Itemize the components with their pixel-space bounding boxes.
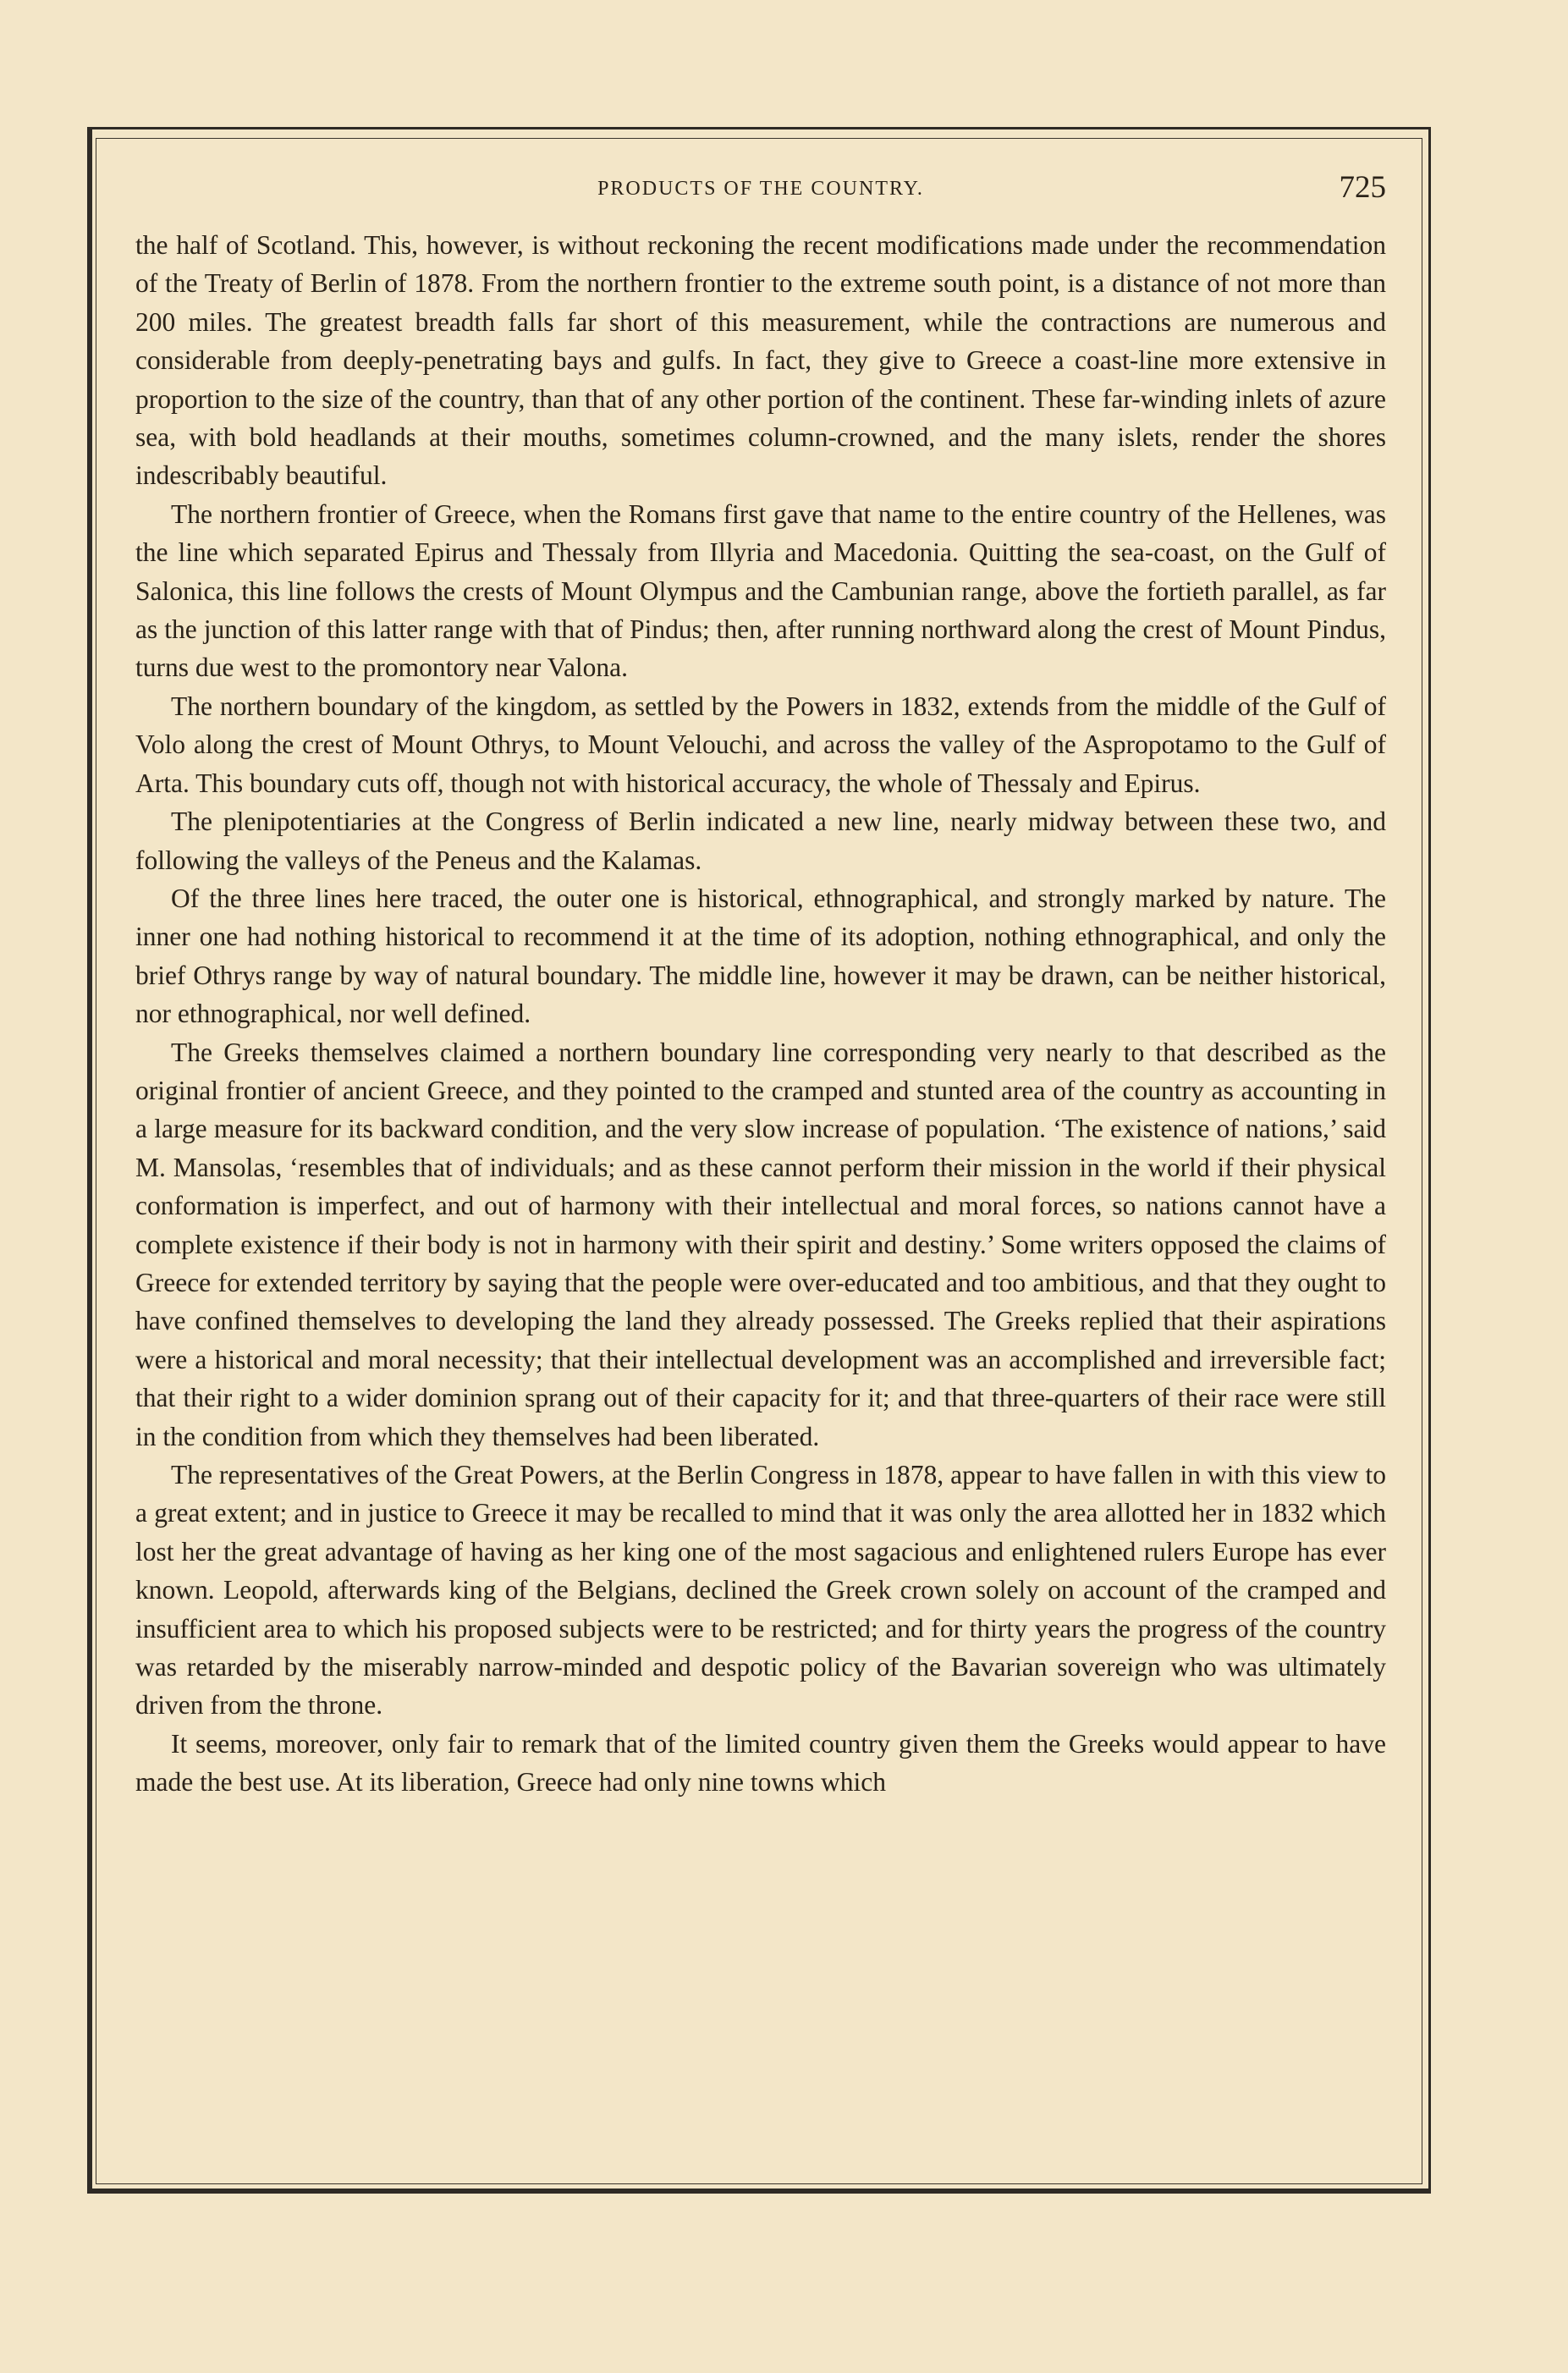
- page-number: 725: [1339, 170, 1386, 205]
- paragraph-7: The representatives of the Great Powers, at the Berlin Congress in 1878, appear to have fallen in with this view to a great extent; and in justice to Greece it may be recalled to mind that it was only the area allotted her in 1832 which lost her the great advantage of having as her king one of the most sagacious and enlightened rulers Europe has ever known. Leopold, afterwards king of the Belgians, declined the Greek crown solely on account of the cramped and insufficient area to which his proposed subjects were to be restricted; and for thirty years the progress of the country was retarded by the miserably narrow-minded and despotic policy of the Bavarian sovereign who was ultimately driven from the throne.: [135, 1460, 1386, 1721]
- paragraph-1: the half of Scotland. This, however, is without reckoning the recent modifications made under the recommendation of the Treaty of Berlin of 1878. From the northern frontier to the extreme south point, is a distance of not more than 200 miles. The greatest breadth falls far short of this measurement, while the contractions are numerous and considerable from deeply-penetrating bays and gulfs. In fact, they give to Greece a coast-line more extensive in proportion to the size of the country, than that of any other portion of the continent. These far-winding inlets of azure sea, with bold headlands at their mouths, sometimes column-crowned, and the many islets, render the shores indescribably beautiful.: [135, 230, 1386, 491]
- running-head: PRODUCTS OF THE COUNTRY.: [597, 178, 924, 200]
- page-header: [135, 170, 1386, 208]
- paragraph-3: The northern boundary of the kingdom, as settled by the Powers in 1832, extends from the middle of the Gulf of Volo along the crest of Mount Othrys, to Mount Velouchi, and across the valley of the Aspropotamo to the Gulf of Arta. This boundary cuts off, though not with historical accuracy, the whole of Thessaly and Epirus.: [135, 691, 1386, 798]
- body-text: [135, 226, 1386, 1802]
- paragraph-8: It seems, moreover, only fair to remark that of the limited country given them the Greeks would appear to have made the best use. At its liberation, Greece had only nine towns which: [135, 1728, 1386, 1798]
- paragraph-2: The northern frontier of Greece, when the Romans first gave that name to the entire country of the Hellenes, was the line which separated Epirus and Thessaly from Illyria and Macedonia. Quitting the sea-coast, on the Gulf of Salonica, this line follows the crests of Mount Olympus and the Cambunian range, above the fortieth parallel, as far as the junction of this latter range with that of Pindus; then, after running northward along the crest of Mount Pindus, turns due west to the promontory near Valona.: [135, 498, 1386, 683]
- paragraph-5: Of the three lines here traced, the outer one is historical, ethnographical, and strongly marked by nature. The inner one had nothing historical to recommend it at the time of its adoption, nothing ethnographical, and only the brief Othrys range by way of natural boundary. The middle line, however it may be drawn, can be neither historical, nor ethnographical, nor well defined.: [135, 883, 1386, 1029]
- paragraph-4: The plenipotentiaries at the Congress of Berlin indicated a new line, nearly midway between these two, and following the valleys of the Peneus and the Kalamas.: [135, 807, 1386, 875]
- paragraph-6: The Greeks themselves claimed a northern boundary line corresponding very nearly to that described as the original frontier of ancient Greece, and they pointed to the cramped and stunted area of the country as accounting in a large measure for its backward condition, and the very slow increase of population. ‘The existence of nations,’ said M. Mansolas, ‘resembles that of individuals; and as these cannot perform their mission in the world if their physical conformation is imperfect, and out of harmony with their intellectual and moral forces, so nations cannot have a complete existence if their body is not in harmony with their spirit and destiny.’ Some writers opposed the claims of Greece for extended territory by saying that the people were over-educated and too ambitious, and that they ought to have confined themselves to developing the land they already possessed. The Greeks replied that their aspirations were a historical and moral necessity; that their intellectual development was an accomplished and irreversible fact; that their right to a wider dominion sprang out of their capacity for it; and that three-quarters of their race were still in the condition from which they themselves had been liberated.: [135, 1037, 1386, 1451]
